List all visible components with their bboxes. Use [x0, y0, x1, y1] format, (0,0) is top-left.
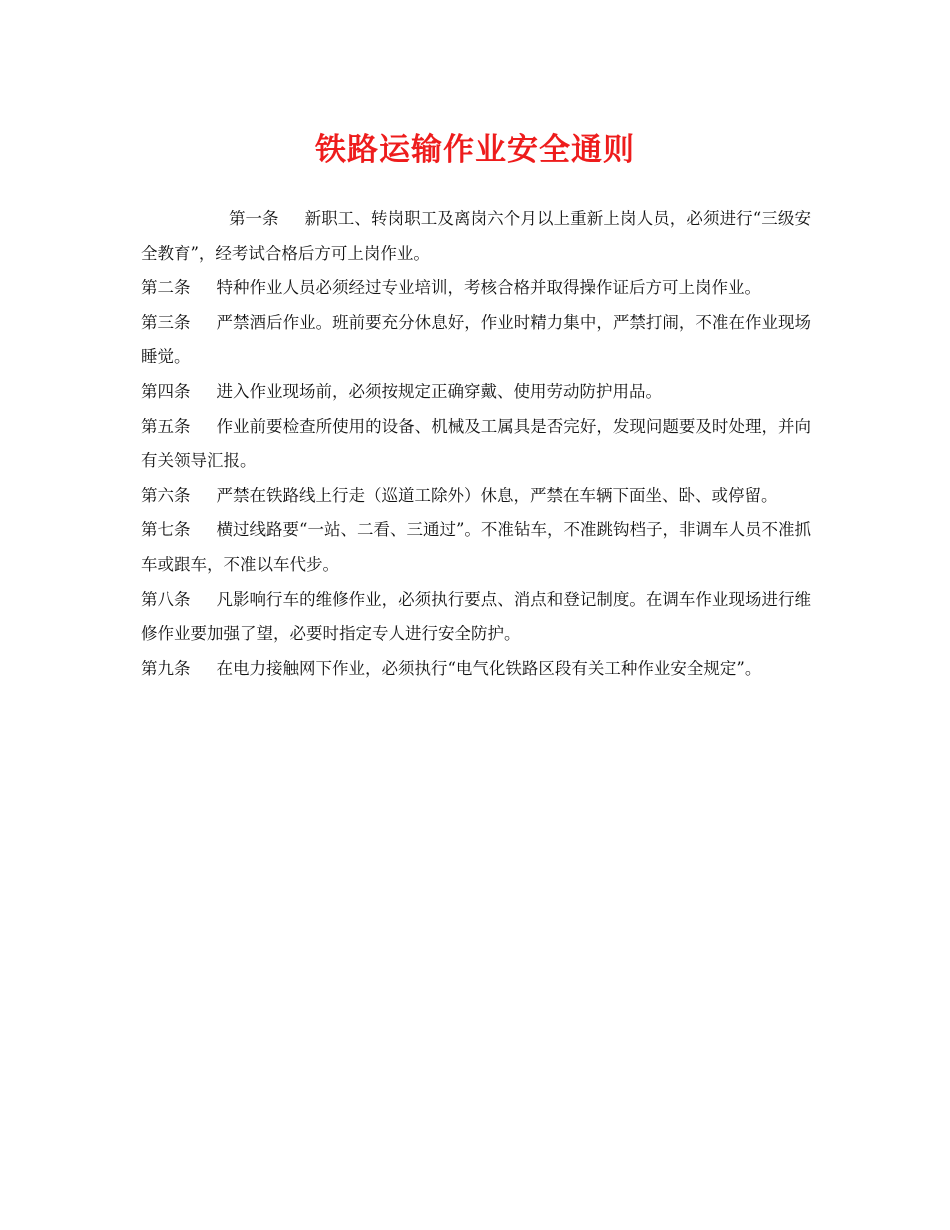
article-7 [141, 513, 811, 582]
article-6 [141, 479, 811, 514]
article-text: 严禁在铁路线上行走（巡道工除外）休息，严禁在车辆下面坐、卧、或停留。 [216, 485, 778, 505]
article-4 [141, 375, 811, 410]
article-label: 第三条 [141, 312, 191, 332]
article-text: 新职工、转岗职工及离岗六个月以上重新上岗人员，必须进行“三级安全教育”，经考试合格后方可上岗作业。 [141, 209, 811, 263]
article-3 [141, 306, 811, 375]
document-title: 铁路运输作业安全通则 [315, 132, 635, 168]
article-text: 作业前要检查所使用的设备、机械及工属具是否完好，发现问题要及时处理，并向有关领导汇报。 [141, 416, 811, 471]
article-text: 严禁酒后作业。班前要充分休息好，作业时精力集中，严禁打闹，不准在作业现场睡觉。 [141, 312, 811, 367]
document-body [141, 202, 811, 686]
article-label: 第七条 [141, 520, 191, 540]
article-label: 第四条 [141, 381, 191, 401]
article-8 [141, 583, 811, 652]
article-label: 第九条 [141, 658, 191, 678]
article-label: 第二条 [141, 278, 191, 298]
article-2 [141, 271, 811, 306]
article-text: 在电力接触网下作业，必须执行“电气化铁路区段有关工种作业安全规定”。 [216, 658, 762, 678]
article-5 [141, 410, 811, 479]
article-text: 特种作业人员必须经过专业培训，考核合格并取得操作证后方可上岗作业。 [216, 278, 761, 298]
article-9 [141, 652, 811, 687]
article-text: 横过线路要“一站、二看、三通过”。不准钻车，不准跳钩档子，非调车人员不准抓车或跟车，不准以车代步。 [141, 520, 811, 574]
article-label: 第八条 [141, 589, 191, 609]
article-label: 第五条 [141, 416, 191, 436]
article-text: 凡影响行车的维修作业，必须执行要点、消点和登记制度。在调车作业现场进行维修作业要加强了望，必要时指定专人进行安全防护。 [141, 589, 811, 644]
article-label: 第一条 [229, 209, 279, 228]
article-1 [141, 202, 811, 271]
article-text: 进入作业现场前，必须按规定正确穿戴、使用劳动防护用品。 [216, 381, 662, 401]
article-label: 第六条 [141, 485, 191, 505]
